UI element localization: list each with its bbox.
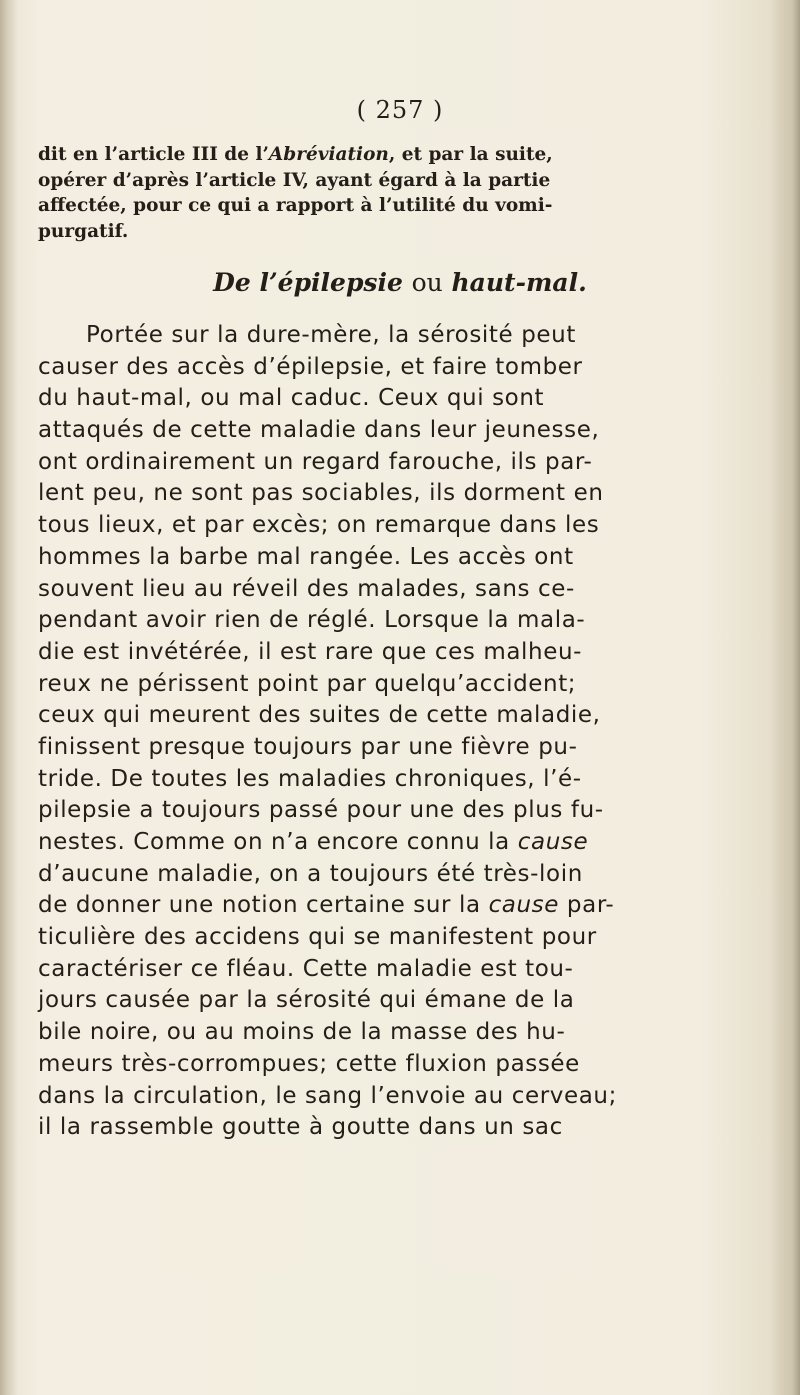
- body-line: finissent presque toujours par une fièvre pu-: [38, 733, 578, 760]
- heading-connector: ou: [411, 268, 443, 297]
- body-line: du haut-mal, ou mal caduc. Ceux qui sont: [38, 385, 545, 412]
- body-line: hommes la barbe mal rangée. Les accès ont: [38, 543, 574, 570]
- body-line: Portée sur la dure-mère, la sérosité peut: [86, 322, 576, 348]
- body-line: ceux qui meurent des suites de cette maladie,: [38, 702, 601, 729]
- body-line: il la rassemble goutte à goutte dans un sac: [38, 1114, 563, 1141]
- italic-word: cause: [517, 829, 589, 855]
- heading-part-2: haut-mal.: [451, 268, 587, 297]
- page-binding-shadow: [0, 0, 18, 1395]
- body-line: nestes. Comme on n’a encore connu la cause: [38, 829, 589, 855]
- body-line: tride. De toutes les maladies chroniques, l’é-: [38, 765, 582, 792]
- body-line: souvent lieu au réveil des malades, sans ce-: [38, 575, 575, 602]
- intro-line: purgatif.: [38, 220, 129, 242]
- body-line: lent peu, ne sont pas sociables, ils dorment en: [38, 480, 604, 507]
- body-line: bile noire, ou au moins de la masse des hu-: [38, 1019, 566, 1046]
- page-number: ( 257 ): [356, 96, 444, 124]
- body-line: meurs très-corrompues; cette fluxion passée: [38, 1050, 580, 1077]
- intro-line: affectée, pour ce qui a rapport à l’utilité du vomi-: [38, 195, 553, 216]
- italic-word: cause: [488, 892, 560, 919]
- body-line: die est invétérée, il est rare que ces malheu-: [38, 638, 583, 665]
- section-heading: [0, 268, 800, 297]
- body-line: causer des accès d’épilepsie, et faire tomber: [38, 353, 583, 380]
- body-line: tous lieux, et par excès; on remarque dans les: [38, 512, 600, 539]
- heading-part-1: De l’épilepsie: [213, 268, 403, 297]
- intro-paragraph: [38, 142, 782, 244]
- body-line: attaqués de cette maladie dans leur jeunesse,: [38, 417, 600, 444]
- body-line: dans la circulation, le sang l’envoie au cerveau;: [38, 1082, 617, 1109]
- body-line: ont ordinairement un regard farouche, ils par-: [38, 448, 593, 475]
- body-line: caractériser ce fléau. Cette maladie est tou-: [38, 955, 574, 982]
- body-line: reux ne périssent point par quelqu’accident;: [38, 670, 577, 697]
- intro-line: dit en l’article III de l’Abréviation, et par la suite,: [38, 144, 553, 165]
- intro-line: opérer d’après l’article IV, ayant égard à la partie: [38, 169, 551, 191]
- italic-word: Abréviation: [268, 144, 389, 165]
- body-line: ticulière des accidens qui se manifestent pour: [38, 924, 597, 951]
- body-paragraph: [38, 320, 782, 1144]
- body-line: pilepsie a toujours passé pour une des plus fu-: [38, 797, 604, 824]
- body-line: pendant avoir rien de réglé. Lorsque la mala-: [38, 607, 586, 634]
- body-line: jours causée par la sérosité qui émane de la: [38, 987, 575, 1014]
- body-line: d’aucune maladie, on a toujours été très-loin: [38, 860, 583, 887]
- body-line: de donner une notion certaine sur la cause par-: [38, 892, 615, 919]
